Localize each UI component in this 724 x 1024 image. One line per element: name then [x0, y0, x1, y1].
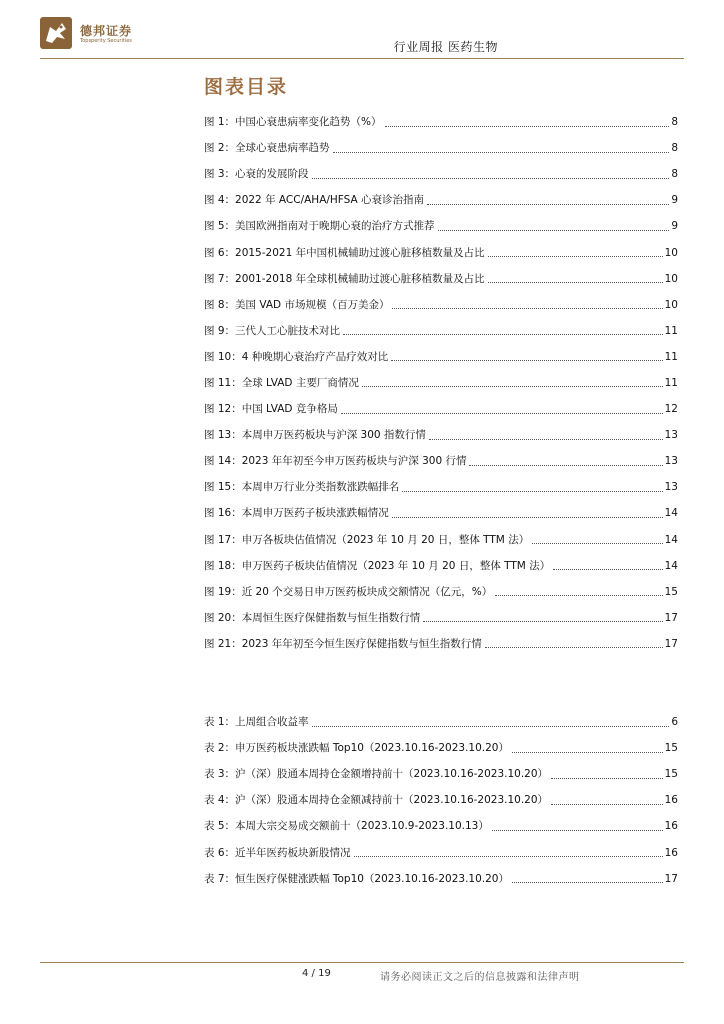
dot-leader [391, 350, 662, 361]
figure-entry[interactable] [204, 266, 678, 292]
figure-entry[interactable] [204, 239, 678, 265]
table-entry[interactable] [204, 735, 678, 761]
table-entry[interactable] [204, 761, 678, 787]
footer-divider [40, 962, 684, 963]
dot-leader [385, 116, 670, 127]
toc-entry-label: 图 21：2023 年年初至今恒生医疗保健指数与恒生指数行情 [204, 637, 482, 650]
toc-entry-label: 表 1：上周组合收益率 [204, 716, 309, 729]
dot-leader [354, 846, 663, 857]
toc-entry-label: 图 17：申万各板块估值情况（2023 年 10 月 20 日，整体 TTM 法） [204, 533, 530, 546]
table-entry[interactable] [204, 866, 678, 892]
figure-entry[interactable] [204, 474, 678, 500]
toc-entry-page: 16 [664, 846, 678, 859]
toc-entry-page: 9 [671, 220, 678, 233]
toc-entry-page: 9 [671, 194, 678, 207]
toc-entry-label: 表 6：近半年医药板块新股情况 [204, 846, 351, 859]
toc-entry-page: 13 [664, 481, 678, 494]
figure-entry[interactable] [204, 370, 678, 396]
toc-entry-label: 图 9：三代人工心脏技术对比 [204, 324, 341, 337]
dot-leader [512, 742, 663, 753]
toc-entry-page: 17 [664, 637, 678, 650]
toc-entry-page: 15 [664, 768, 678, 781]
dot-leader [392, 298, 662, 309]
table-entry[interactable] [204, 709, 678, 735]
dot-leader [423, 611, 662, 622]
dot-leader [532, 533, 662, 544]
figure-entry[interactable] [204, 396, 678, 422]
toc-entry-label: 图 20：本周恒生医疗保健指数与恒生指数行情 [204, 611, 421, 624]
page-number: 4 / 19 [302, 968, 331, 979]
figure-entry[interactable] [204, 135, 678, 161]
figure-entry[interactable] [204, 605, 678, 631]
toc-entry-page: 15 [664, 585, 678, 598]
toc-title: 图表目录 [204, 76, 289, 98]
toc-entry-label: 图 19：近 20 个交易日申万医药板块成交额情况（亿元，%） [204, 585, 493, 598]
figure-entry[interactable] [204, 187, 678, 213]
dragon-logo-icon [40, 17, 72, 49]
dot-leader [551, 768, 663, 779]
toc-entry-page: 11 [664, 350, 678, 363]
toc-entry-label: 表 2：申万医药板块涨跌幅 Top10（2023.10.16-2023.10.20） [204, 742, 509, 755]
dot-leader [402, 481, 662, 492]
toc-entry-label: 表 3：沪（深）股通本周持仓金额增持前十（2023.10.16-2023.10.20） [204, 768, 549, 781]
figure-entry[interactable] [204, 631, 678, 657]
toc-entry-label: 图 10：4 种晚期心衰治疗产品疗效对比 [204, 350, 389, 363]
dot-leader [392, 507, 663, 518]
toc-entry-page: 16 [664, 820, 678, 833]
toc-entry-label: 图 16：本周申万医药子板块涨跌幅情况 [204, 507, 389, 520]
dot-leader [429, 429, 663, 440]
toc-entry-label: 图 15：本周申万行业分类指数涨跌幅排名 [204, 481, 400, 494]
dot-leader [512, 872, 663, 883]
toc-entry-page: 14 [664, 559, 678, 572]
toc-entry-page: 13 [664, 455, 678, 468]
toc-entry-page: 10 [664, 246, 678, 259]
figure-entry[interactable] [204, 318, 678, 344]
toc-entry-label: 图 3：心衰的发展阶段 [204, 168, 309, 181]
table-entry[interactable] [204, 787, 678, 813]
table-list [204, 709, 678, 892]
toc-entry-page: 17 [664, 872, 678, 885]
footer-disclaimer: 请务必阅读正文之后的信息披露和法律声明 [380, 972, 580, 983]
toc-entry-label: 图 8：美国 VAD 市场规模（百万美金） [204, 298, 390, 311]
dot-leader [438, 220, 670, 231]
dot-leader [488, 246, 663, 257]
figure-entry[interactable] [204, 344, 678, 370]
toc-entry-page: 17 [664, 611, 678, 624]
figure-list [204, 109, 678, 657]
toc-entry-label: 图 2：全球心衰患病率趋势 [204, 142, 330, 155]
table-entry[interactable] [204, 839, 678, 865]
figure-entry[interactable] [204, 500, 678, 526]
toc-entry-page: 14 [664, 533, 678, 546]
toc-entry-page: 16 [664, 794, 678, 807]
dot-leader [312, 716, 670, 727]
brand-name: 德邦证券 [80, 24, 133, 38]
toc-entry-page: 8 [671, 142, 678, 155]
toc-entry-label: 图 11：全球 LVAD 主要厂商情况 [204, 376, 359, 389]
figure-entry[interactable] [204, 109, 678, 135]
dot-leader [343, 324, 663, 335]
toc-entry-label: 图 6：2015-2021 年中国机械辅助过渡心脏移植数量及占比 [204, 246, 485, 259]
dot-leader [469, 455, 662, 466]
dot-leader [427, 194, 669, 205]
figure-entry[interactable] [204, 448, 678, 474]
toc-entry-page: 13 [664, 429, 678, 442]
toc-entry-page: 10 [664, 298, 678, 311]
dot-leader [551, 794, 663, 805]
toc-entry-label: 表 4：沪（深）股通本周持仓金额减持前十（2023.10.16-2023.10.20） [204, 794, 549, 807]
toc-entry-page: 8 [671, 168, 678, 181]
toc-entry-label: 表 5：本周大宗交易成交额前十（2023.10.9-2023.10.13） [204, 820, 489, 833]
toc-entry-page: 10 [664, 272, 678, 285]
toc-entry-label: 图 4：2022 年 ACC/AHA/HFSA 心衰诊治指南 [204, 194, 425, 207]
toc-entry-page: 6 [671, 716, 678, 729]
dot-leader [312, 168, 670, 179]
toc-entry-label: 图 18：申万医药子板块估值情况（2023 年 10 月 20 日，整体 TTM 法） [204, 559, 551, 572]
dot-leader [333, 142, 670, 153]
dot-leader [488, 272, 663, 283]
toc-entry-page: 12 [664, 403, 678, 416]
toc-entry-page: 15 [664, 742, 678, 755]
toc-entry-label: 图 13：本周申万医药板块与沪深 300 指数行情 [204, 429, 426, 442]
brand-subtitle: Topsperity Securities [80, 38, 132, 44]
dot-leader [341, 403, 663, 414]
toc-entry-page: 8 [671, 116, 678, 129]
figure-entry[interactable] [204, 527, 678, 553]
toc-entry-label: 图 12：中国 LVAD 竞争格局 [204, 403, 338, 416]
dot-leader [362, 376, 663, 387]
table-entry[interactable] [204, 813, 678, 839]
figure-entry[interactable] [204, 579, 678, 605]
dot-leader [492, 820, 663, 831]
company-logo [40, 17, 150, 49]
header-divider [40, 58, 684, 59]
figure-entry[interactable] [204, 213, 678, 239]
toc-entry-page: 11 [664, 324, 678, 337]
figure-entry[interactable] [204, 161, 678, 187]
toc-entry-label: 图 1：中国心衰患病率变化趋势（%） [204, 116, 382, 129]
figure-entry[interactable] [204, 422, 678, 448]
toc-entry-label: 图 14：2023 年年初至今申万医药板块与沪深 300 行情 [204, 455, 467, 468]
toc-entry-label: 图 7：2001-2018 年全球机械辅助过渡心脏移植数量及占比 [204, 272, 485, 285]
report-category: 行业周报 医药生物 [393, 40, 498, 54]
toc-entry-page: 14 [664, 507, 678, 520]
figure-entry[interactable] [204, 292, 678, 318]
dot-leader [553, 559, 662, 570]
toc-entry-page: 11 [664, 376, 678, 389]
figure-entry[interactable] [204, 553, 678, 579]
toc-entry-label: 图 5：美国欧洲指南对于晚期心衰的治疗方式推荐 [204, 220, 435, 233]
dot-leader [495, 585, 662, 596]
dot-leader [485, 637, 663, 648]
toc-entry-label: 表 7：恒生医疗保健涨跌幅 Top10（2023.10.16-2023.10.20） [204, 872, 509, 885]
